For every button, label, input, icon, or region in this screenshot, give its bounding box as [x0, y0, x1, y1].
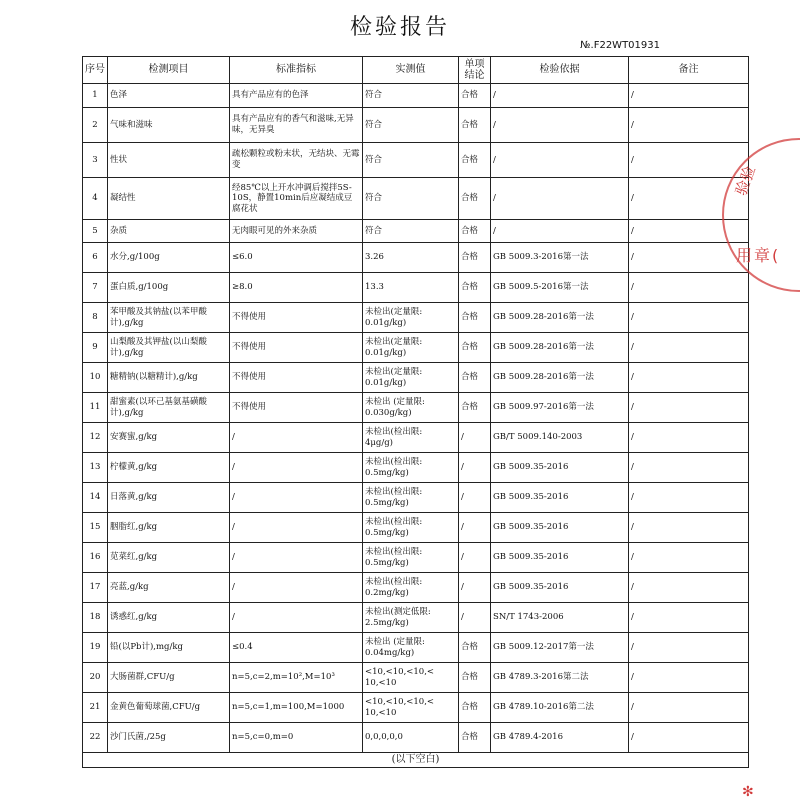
cell-result: 未检出 (定量限: 0.04mg/kg) [363, 633, 459, 663]
cell-conclusion: 合格 [459, 693, 491, 723]
cell-no: 19 [83, 633, 108, 663]
cell-basis: SN/T 1743-2006 [491, 603, 629, 633]
cell-remark: / [629, 483, 749, 513]
cell-standard: / [230, 513, 363, 543]
cell-conclusion: 合格 [459, 333, 491, 363]
cell-result: 未检出(检出限: 0.5mg/kg) [363, 453, 459, 483]
cell-remark: / [629, 363, 749, 393]
report-number: №.F22WT01931 [580, 40, 660, 51]
report-title: 检验报告 [349, 15, 450, 40]
table-row [83, 543, 749, 573]
seal-text-bottom: 用章( [736, 246, 781, 265]
cell-remark: / [629, 333, 749, 363]
cell-result: 未检出(检出限: 0.5mg/kg) [363, 513, 459, 543]
cell-result: 13.3 [363, 273, 459, 303]
table-body [83, 84, 749, 753]
cell-basis: GB/T 5009.140-2003 [491, 423, 629, 453]
cell-item: 亮蓝,g/kg [108, 573, 230, 603]
cell-basis: GB 5009.3-2016第一法 [491, 243, 629, 273]
cell-basis: GB 5009.97-2016第一法 [491, 393, 629, 423]
cell-item: 金黄色葡萄球菌,CFU/g [108, 693, 230, 723]
cell-remark: / [629, 663, 749, 693]
cell-remark: / [629, 303, 749, 333]
cell-conclusion: / [459, 513, 491, 543]
cell-result: 未检出(检出限: 4μg/g) [363, 423, 459, 453]
table-header-row [83, 57, 749, 84]
cell-basis: GB 4789.3-2016第二法 [491, 663, 629, 693]
cell-result: 符合 [363, 84, 459, 108]
cell-remark: / [629, 723, 749, 753]
cell-conclusion: 合格 [459, 84, 491, 108]
cell-conclusion: 合格 [459, 143, 491, 178]
cell-item: 日落黄,g/kg [108, 483, 230, 513]
cell-result: 未检出 (定量限: 0.030g/kg) [363, 393, 459, 423]
cell-result: 0,0,0,0,0 [363, 723, 459, 753]
cell-remark: / [629, 220, 749, 243]
cell-item: 性状 [108, 143, 230, 178]
cell-item: 铅(以Pb计),mg/kg [108, 633, 230, 663]
cell-conclusion: 合格 [459, 243, 491, 273]
cell-standard: ≤6.0 [230, 243, 363, 273]
cell-no: 13 [83, 453, 108, 483]
cell-standard: 不得使用 [230, 333, 363, 363]
cell-conclusion: 合格 [459, 178, 491, 220]
cell-result: 3.26 [363, 243, 459, 273]
cell-remark: / [629, 178, 749, 220]
table-row [83, 453, 749, 483]
cell-no: 2 [83, 108, 108, 143]
cell-remark: / [629, 573, 749, 603]
cell-no: 22 [83, 723, 108, 753]
cell-remark: / [629, 693, 749, 723]
table-row [83, 483, 749, 513]
cell-conclusion: 合格 [459, 663, 491, 693]
cell-standard: 不得使用 [230, 393, 363, 423]
cell-standard: 不得使用 [230, 303, 363, 333]
cell-basis: GB 5009.35-2016 [491, 453, 629, 483]
cell-conclusion: / [459, 543, 491, 573]
cell-remark: / [629, 453, 749, 483]
cell-basis: / [491, 108, 629, 143]
cell-item: 苋菜红,g/kg [108, 543, 230, 573]
cell-standard: / [230, 483, 363, 513]
cell-basis: GB 5009.28-2016第一法 [491, 333, 629, 363]
cell-basis: / [491, 220, 629, 243]
cell-standard: 无肉眼可见的外来杂质 [230, 220, 363, 243]
cell-remark: / [629, 513, 749, 543]
cell-no: 15 [83, 513, 108, 543]
cell-standard: n=5,c=2,m=10²,M=10³ [230, 663, 363, 693]
table-row [83, 513, 749, 543]
cell-remark: / [629, 543, 749, 573]
cell-no: 7 [83, 273, 108, 303]
cell-remark: / [629, 143, 749, 178]
blank-below-note: (以下空白) [83, 753, 749, 768]
cell-no: 18 [83, 603, 108, 633]
footer-row [83, 753, 749, 768]
table-row [83, 633, 749, 663]
cell-result: <10,<10,<10,< 10,<10 [363, 693, 459, 723]
header-result: 实测值 [363, 57, 459, 84]
cell-no: 1 [83, 84, 108, 108]
cell-no: 17 [83, 573, 108, 603]
cell-item: 沙门氏菌,/25g [108, 723, 230, 753]
cell-standard: / [230, 543, 363, 573]
cell-standard: n=5,c=0,m=0 [230, 723, 363, 753]
cell-no: 5 [83, 220, 108, 243]
cell-remark: / [629, 603, 749, 633]
cell-conclusion: 合格 [459, 633, 491, 663]
cell-basis: GB 4789.10-2016第二法 [491, 693, 629, 723]
cell-basis: / [491, 143, 629, 178]
cell-basis: GB 4789.4-2016 [491, 723, 629, 753]
table-row [83, 143, 749, 178]
cell-result: 符合 [363, 178, 459, 220]
seal-text-top: 验验 [731, 163, 760, 198]
cell-item: 苯甲酸及其钠盐(以苯甲酸计),g/kg [108, 303, 230, 333]
cell-no: 3 [83, 143, 108, 178]
table-row [83, 333, 749, 363]
cell-no: 14 [83, 483, 108, 513]
table-row [83, 108, 749, 143]
cell-item: 水分,g/100g [108, 243, 230, 273]
cell-remark: / [629, 84, 749, 108]
cell-item: 诱惑红,g/kg [108, 603, 230, 633]
cell-result: 未检出(检出限: 0.5mg/kg) [363, 483, 459, 513]
table-row [83, 603, 749, 633]
cell-item: 安赛蜜,g/kg [108, 423, 230, 453]
cell-standard: / [230, 573, 363, 603]
cell-item: 柠檬黄,g/kg [108, 453, 230, 483]
cell-standard: / [230, 423, 363, 453]
header-conclusion: 单项 结论 [459, 57, 491, 84]
table-row [83, 663, 749, 693]
cell-item: 蛋白质,g/100g [108, 273, 230, 303]
cell-basis: / [491, 178, 629, 220]
cell-conclusion: 合格 [459, 393, 491, 423]
cell-no: 9 [83, 333, 108, 363]
cell-result: 未检出(检出限: 0.5mg/kg) [363, 543, 459, 573]
cell-conclusion: 合格 [459, 363, 491, 393]
inspection-table [82, 56, 749, 768]
header-item: 检测项目 [108, 57, 230, 84]
table-row [83, 243, 749, 273]
cell-no: 10 [83, 363, 108, 393]
header-standard: 标准指标 [230, 57, 363, 84]
cell-standard: ≥8.0 [230, 273, 363, 303]
cell-result: 未检出(检出限: 0.2mg/kg) [363, 573, 459, 603]
cell-standard: 不得使用 [230, 363, 363, 393]
cell-item: 糖精钠(以糖精计),g/kg [108, 363, 230, 393]
cell-remark: / [629, 633, 749, 663]
cell-result: 符合 [363, 108, 459, 143]
cell-item: 色泽 [108, 84, 230, 108]
cell-item: 杂质 [108, 220, 230, 243]
cell-conclusion: / [459, 483, 491, 513]
header-no: 序号 [83, 57, 108, 84]
table-row [83, 220, 749, 243]
cell-conclusion: / [459, 453, 491, 483]
cell-item: 大肠菌群,CFU/g [108, 663, 230, 693]
cell-remark: / [629, 108, 749, 143]
table-row [83, 393, 749, 423]
cell-conclusion: 合格 [459, 108, 491, 143]
table-row [83, 363, 749, 393]
cell-standard: 具有产品应有的色泽 [230, 84, 363, 108]
cell-result: 符合 [363, 220, 459, 243]
table-row [83, 423, 749, 453]
table-row [83, 693, 749, 723]
header-basis: 检验依据 [491, 57, 629, 84]
cell-no: 20 [83, 663, 108, 693]
cell-item: 胭脂红,g/kg [108, 513, 230, 543]
cell-result: <10,<10,<10,< 10,<10 [363, 663, 459, 693]
table-row [83, 303, 749, 333]
cell-result: 符合 [363, 143, 459, 178]
cell-result: 未检出(定量限: 0.01g/kg) [363, 363, 459, 393]
cell-standard: 具有产品应有的香气和滋味,无异味，无异臭 [230, 108, 363, 143]
table-row [83, 178, 749, 220]
cell-standard: ≤0.4 [230, 633, 363, 663]
cell-conclusion: / [459, 423, 491, 453]
cell-result: 未检出(定量限: 0.01g/kg) [363, 303, 459, 333]
cell-item: 山梨酸及其钾盐(以山梨酸计),g/kg [108, 333, 230, 363]
cell-remark: / [629, 273, 749, 303]
table-row [83, 723, 749, 753]
cell-basis: GB 5009.28-2016第一法 [491, 303, 629, 333]
cell-no: 11 [83, 393, 108, 423]
cell-standard: 经85℃以上开水冲调后搅拌5S-10S，静置10min后应凝结成豆腐花状 [230, 178, 363, 220]
cell-basis: GB 5009.35-2016 [491, 483, 629, 513]
cell-result: 未检出(定量限: 0.01g/kg) [363, 333, 459, 363]
cell-remark: / [629, 423, 749, 453]
cell-remark: / [629, 243, 749, 273]
table-row [83, 573, 749, 603]
cell-basis: GB 5009.5-2016第一法 [491, 273, 629, 303]
cell-basis: GB 5009.35-2016 [491, 543, 629, 573]
cell-conclusion: 合格 [459, 723, 491, 753]
cell-no: 8 [83, 303, 108, 333]
cell-no: 21 [83, 693, 108, 723]
cell-standard: 疏松颗粒或粉末状，无结块、无霉变 [230, 143, 363, 178]
cell-result: 未检出(测定低限: 2.5mg/kg) [363, 603, 459, 633]
table-row [83, 273, 749, 303]
cell-conclusion: 合格 [459, 273, 491, 303]
cell-standard: / [230, 453, 363, 483]
cell-conclusion: 合格 [459, 220, 491, 243]
cell-basis: GB 5009.12-2017第一法 [491, 633, 629, 663]
stamp-fragment-icon: ✻ [742, 784, 754, 800]
cell-no: 6 [83, 243, 108, 273]
header-remark: 备注 [629, 57, 749, 84]
cell-basis: GB 5009.35-2016 [491, 573, 629, 603]
cell-no: 4 [83, 178, 108, 220]
cell-no: 16 [83, 543, 108, 573]
cell-basis: GB 5009.35-2016 [491, 513, 629, 543]
cell-item: 气味和滋味 [108, 108, 230, 143]
cell-item: 甜蜜素(以环己基氨基磺酸计),g/kg [108, 393, 230, 423]
cell-conclusion: 合格 [459, 303, 491, 333]
table-row [83, 84, 749, 108]
cell-standard: n=5,c=1,m=100,M=1000 [230, 693, 363, 723]
cell-conclusion: / [459, 603, 491, 633]
cell-basis: GB 5009.28-2016第一法 [491, 363, 629, 393]
cell-remark: / [629, 393, 749, 423]
cell-item: 凝结性 [108, 178, 230, 220]
cell-standard: / [230, 603, 363, 633]
cell-basis: / [491, 84, 629, 108]
cell-conclusion: / [459, 573, 491, 603]
cell-no: 12 [83, 423, 108, 453]
